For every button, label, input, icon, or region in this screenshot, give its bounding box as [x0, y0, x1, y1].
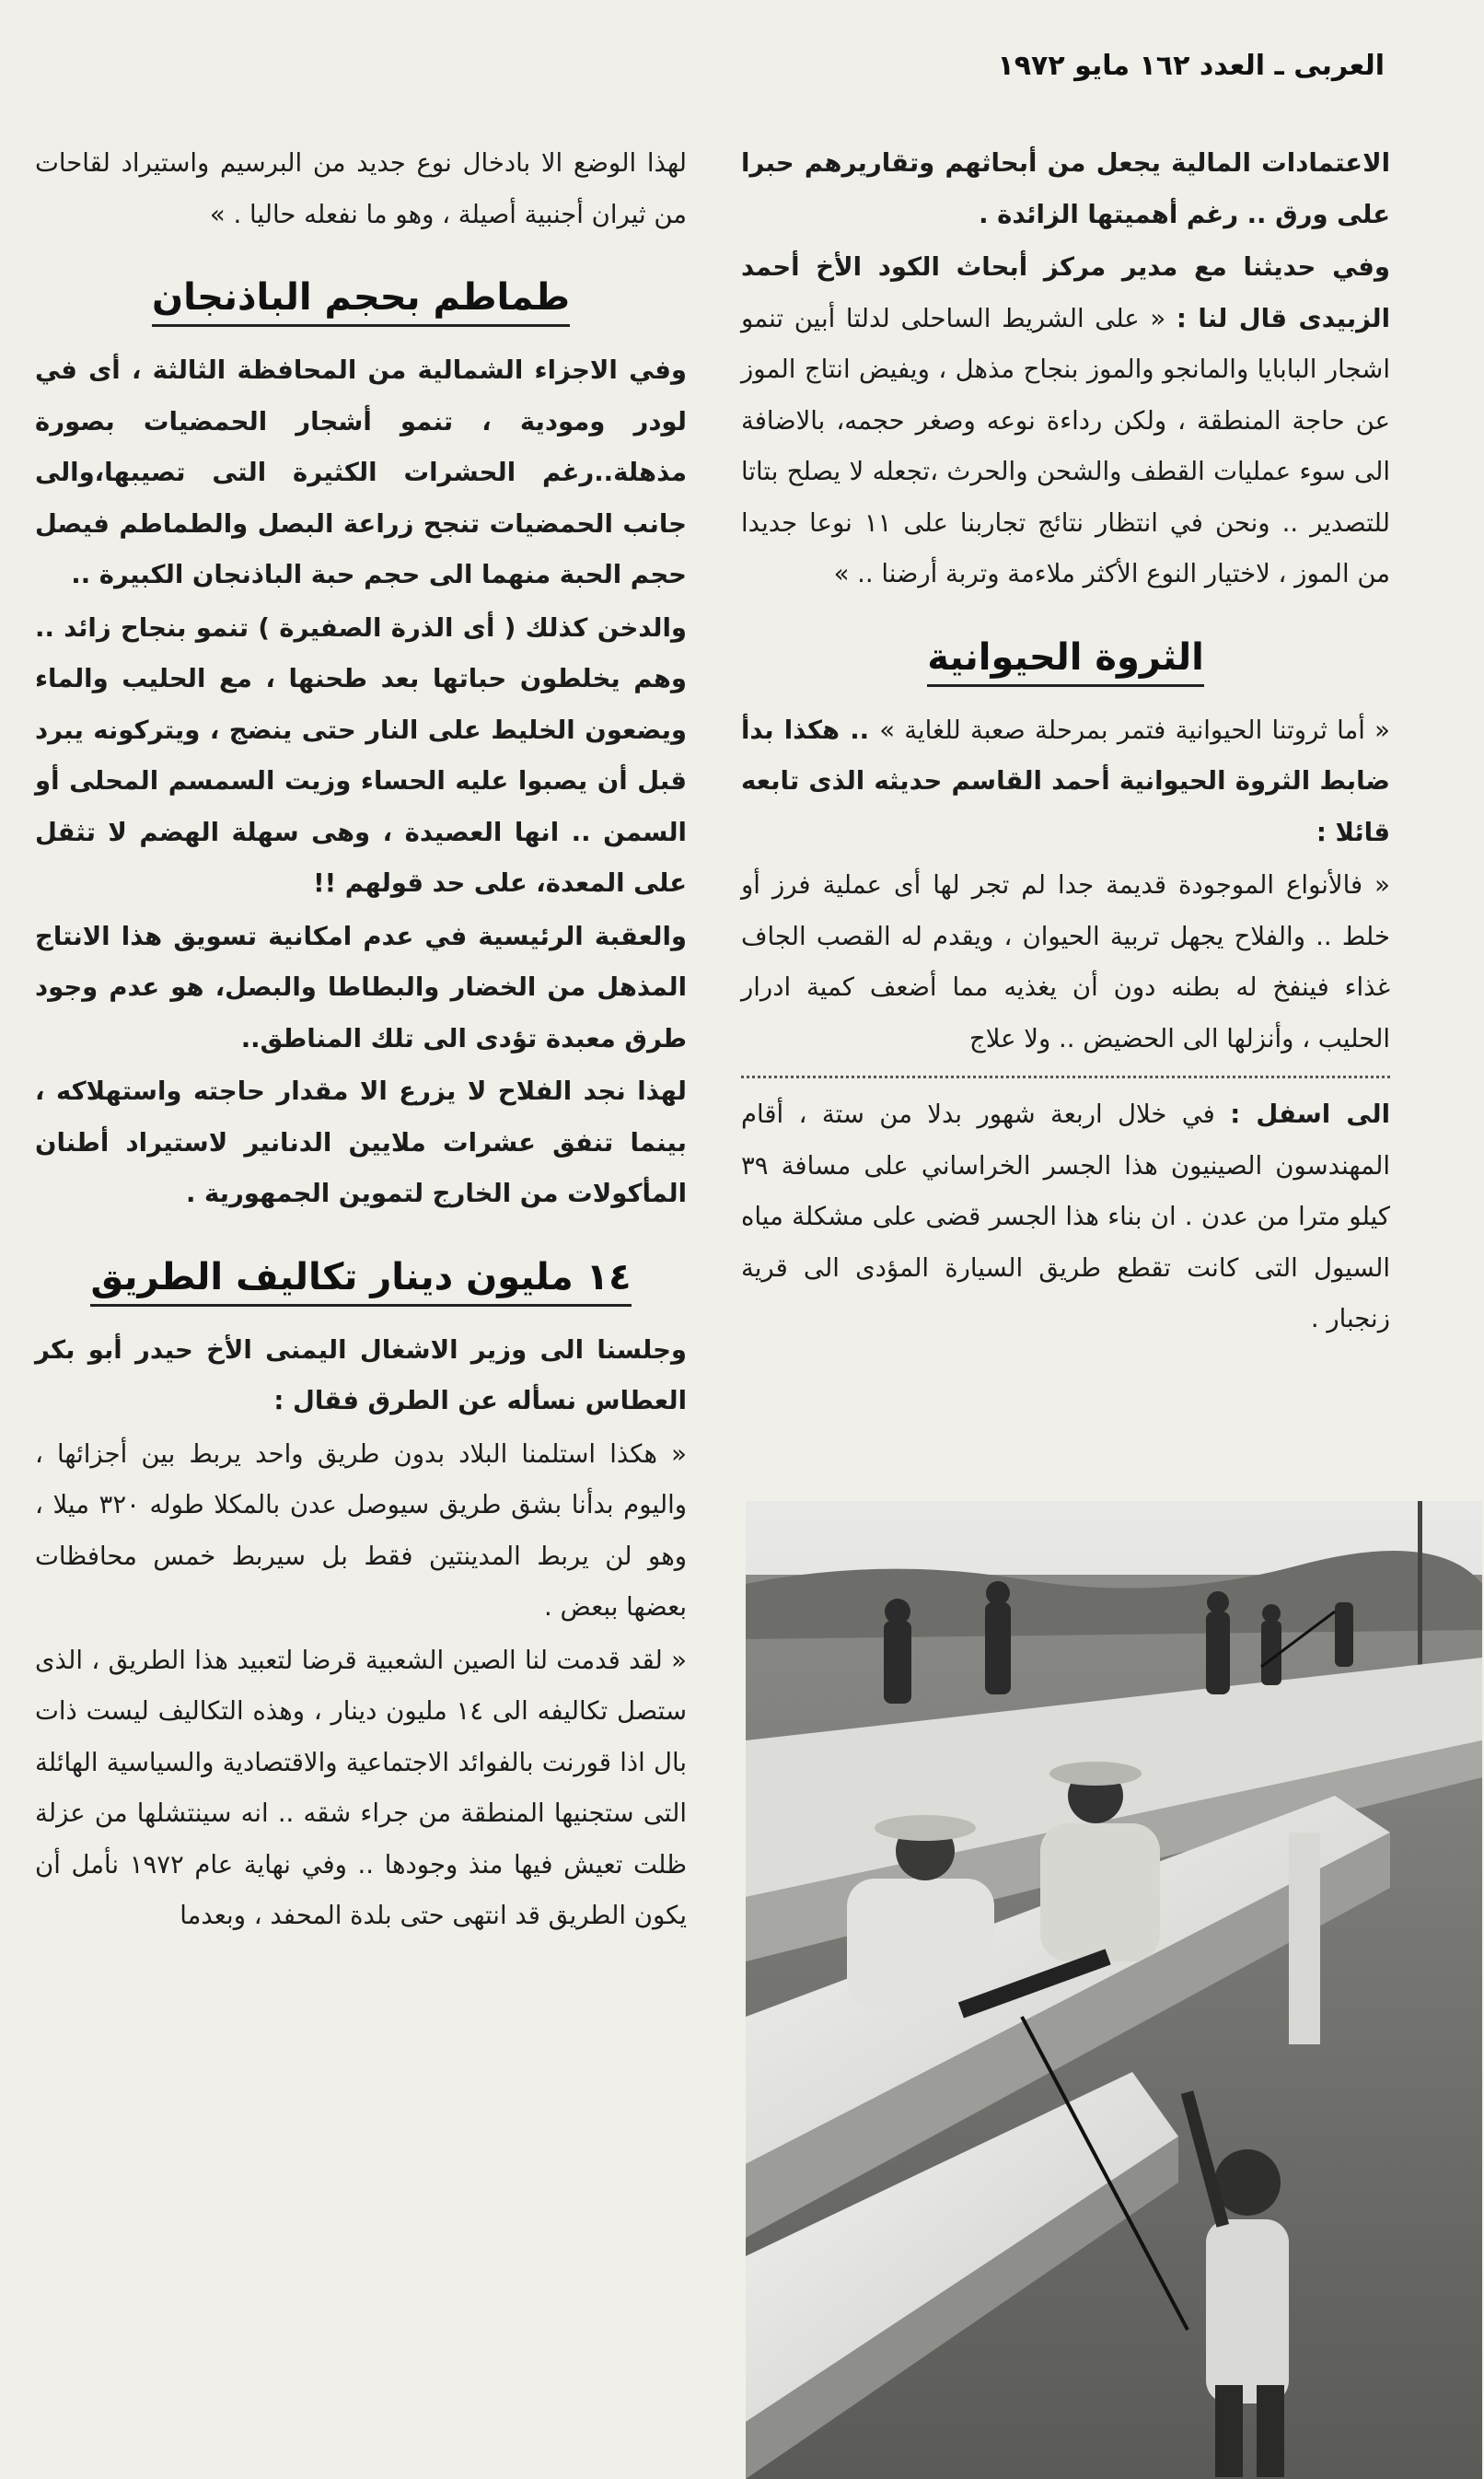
left-column — [35, 138, 687, 1944]
paragraph — [741, 705, 1390, 859]
caption-label: الى اسفل : — [1230, 1100, 1390, 1129]
paragraph: « فالأنواع الموجودة قديمة جدا لم تجر لها أى عملية فرز أو خلط .. والفلاح يجهل تربية الحيوان ، ويقدم له القصب الجاف غذاء فينفخ له بطنه دون أن يغذيه مما أضعف كمية ادرار الحليب ، وأنزلها الى الحضيض .. ولا علاج — [741, 870, 1390, 1053]
bold-lead: وفي حديثنا مع مدير مركز أبحاث الكود الأخ أحمد الزبيدى قال لنا : — [741, 252, 1390, 333]
paragraph: الاعتمادات المالية يجعل من أبحاثهم وتقاريرهم حبرا على ورق .. رغم أهميتها الزائدة . — [741, 148, 1390, 229]
bridge-construction-photo — [746, 1501, 1482, 2479]
paragraph: « لقد قدمت لنا الصين الشعبية قرضا لتعبيد هذا الطريق ، الذى ستصل تكاليفه الى ١٤ مليون دينار ، وهذه التكاليف ليست ذات بال اذا قورنت بالفوائد الاجتماعية والاقتصادية والسياسية الهائلة التى ستجنيها المنطقة من جراء شقه .. انه سينتشلها من عزلة ظلت تعيش فيها منذ وجودها .. وفي نهاية عام ١٩٧٢ نأمل أن يكون الطريق قد انتهى حتى بلدة المحفد ، وبعدما — [35, 1645, 687, 1930]
section-heading-road: ١٤ مليون دينار تكاليف الطريق — [35, 1250, 687, 1305]
paragraph: وفي الاجزاء الشمالية من المحافظة الثالثة ، أى في لودر ومودية ، تنمو أشجار الحمضيات بصورة مذهلة..رغم الحشرات الكثيرة التى تصيبها،والى جانب الحمضيات تنجح زراعة البصل والطماطم فيصل حجم الحبة منهما الى حجم حبة الباذنجان الكبيرة .. — [35, 355, 687, 589]
page-header: العربى ـ العدد ١٦٢ مايو ١٩٧٢ — [997, 50, 1385, 82]
photo-caption — [741, 1089, 1390, 1345]
paragraph: لهذا الوضع الا بادخال نوع جديد من البرسيم واستيراد لقاحات من ثيران أجنبية أصيلة ، وهو ما نفعله حاليا . » — [35, 148, 687, 229]
dotted-divider — [741, 1076, 1390, 1078]
paragraph: والعقبة الرئيسية في عدم امكانية تسويق هذا الانتاج المذهل من الخضار والبطاطا والبصل، هو عدم وجود طرق معبدة تؤدى الى تلك المناطق.. — [35, 921, 687, 1053]
caption-text: في خلال اربعة شهور بدلا من ستة ، أقام المهندسون الصينيون هذا الجسر الخراساني على مسافة ٣٩ كيلو مترا من عدن . ان بناء هذا الجسر قضى على مشكلة مياه السيول التى كانت تقطع طريق السيارة المؤدى الى قرية زنجبار . — [741, 1100, 1390, 1333]
section-heading-livestock: الثروة الحيوانية — [741, 630, 1390, 685]
section-heading-tomatoes: طماطم بحجم الباذنجان — [35, 270, 687, 325]
right-column — [741, 138, 1390, 1347]
paragraph: لهذا نجد الفلاح لا يزرع الا مقدار حاجته واستهلاكه ، بينما تنفق عشرات ملايين الدنانير لاستيراد أطنان المأكولات من الخارج لتموين الجمهورية . — [35, 1077, 687, 1208]
paragraph: « هكذا استلمنا البلاد بدون طريق واحد يربط بين أجزائها ، واليوم بدأنا بشق طريق سيوصل عدن بالمكلا طوله ٣٢٠ ميلا ، وهو لن يربط المدينتين فقط بل سيربط خمس محافظات بعضها ببعض . — [35, 1438, 688, 1622]
bold-lead: .. هكذا بدأ ضابط الثروة الحيوانية أحمد القاسم حديثه الذى تابعه قائلا : — [741, 715, 1390, 847]
paragraph — [741, 242, 1390, 600]
quote-text: « على الشريط الساحلى لدلتا أبين تنمو اشجار البابايا والمانجو والموز بنجاح مذهل ، ويفيض انتاج الموز عن حاجة المنطقة ، ولكن رداءة نوعه وصغر حجمه، بالاضافة الى سوء عمليات القطف والشحن والحرث ،تجعله لا يصلح بتاتا للتصدير .. ونحن في انتظار نتائج تجاربنا على ١١ نوعا جديدا من الموز ، لاختيار النوع الأكثر ملاءمة وتربة أرضنا .. » — [741, 303, 1390, 588]
quote-text: « أما ثروتنا الحيوانية فتمر بمرحلة صعبة للغاية » — [879, 715, 1391, 745]
paragraph: والدخن كذلك ( أى الذرة الصفيرة ) تنمو بنجاح زائد .. وهم يخلطون حباتها بعد طحنها ، مع الحليب والماء ويضعون الخليط على النار حتى ينضج ، ويتركونه يبرد قبل أن يصبوا عليه الحساء وزيت السمسم المحلى أو السمن .. انها العصيدة ، وهى سهلة الهضم لا تثقل على المعدة، على حد قولهم !! — [35, 612, 687, 898]
paragraph: وجلسنا الى وزير الاشغال اليمنى الأخ حيدر أبو بكر العطاس نسأله عن الطرق فقال : — [35, 1334, 687, 1415]
